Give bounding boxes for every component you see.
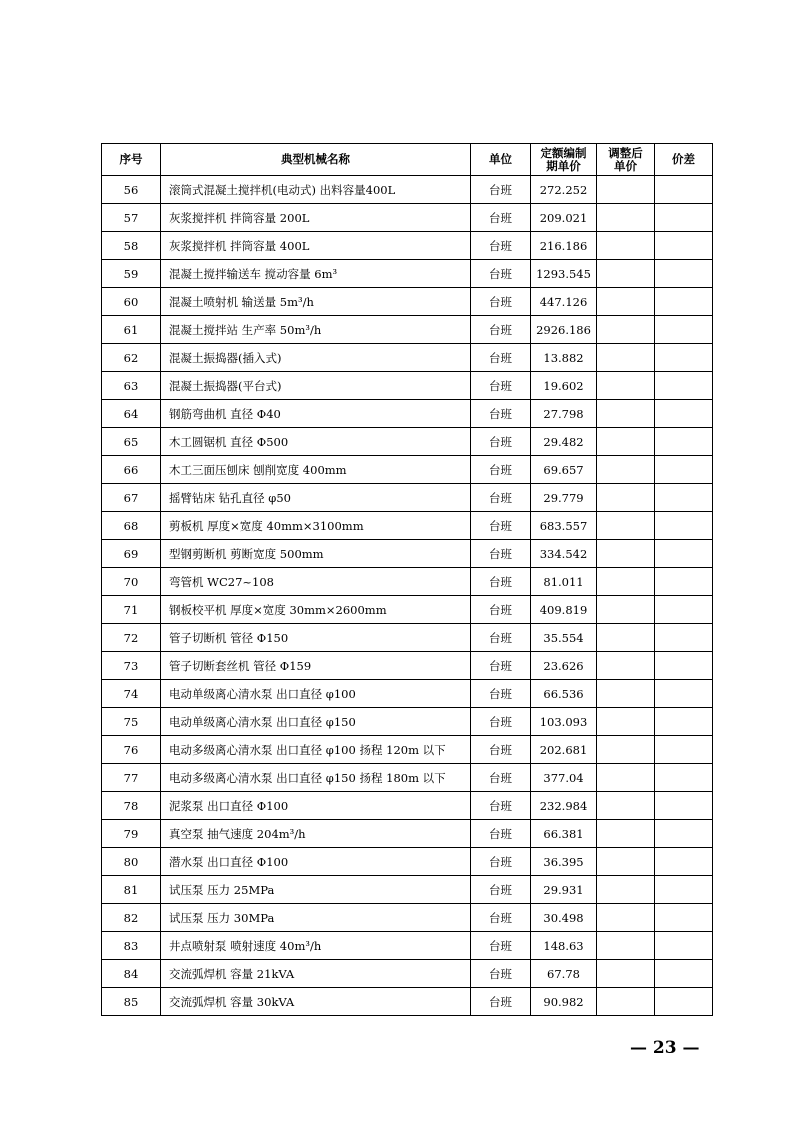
row-unit: 台班 xyxy=(471,960,531,988)
table-row xyxy=(102,848,713,876)
row-unit: 台班 xyxy=(471,176,531,204)
table-row xyxy=(102,624,713,652)
row-adjusted-price xyxy=(597,736,655,764)
row-adjusted-price xyxy=(597,232,655,260)
row-price: 69.657 xyxy=(531,456,597,484)
row-adjusted-price xyxy=(597,652,655,680)
row-diff xyxy=(655,848,713,876)
row-diff xyxy=(655,540,713,568)
row-unit: 台班 xyxy=(471,344,531,372)
row-unit: 台班 xyxy=(471,484,531,512)
row-unit: 台班 xyxy=(471,680,531,708)
row-name: 泥浆泵 出口直径 Φ100 xyxy=(161,792,471,820)
row-no: 69 xyxy=(102,540,161,568)
row-no: 77 xyxy=(102,764,161,792)
row-unit: 台班 xyxy=(471,708,531,736)
row-diff xyxy=(655,316,713,344)
row-price: 29.779 xyxy=(531,484,597,512)
row-adjusted-price xyxy=(597,820,655,848)
row-no: 70 xyxy=(102,568,161,596)
table-row xyxy=(102,820,713,848)
row-price: 148.63 xyxy=(531,932,597,960)
row-unit: 台班 xyxy=(471,456,531,484)
row-adjusted-price xyxy=(597,428,655,456)
row-adjusted-price xyxy=(597,932,655,960)
row-name: 潜水泵 出口直径 Φ100 xyxy=(161,848,471,876)
row-no: 64 xyxy=(102,400,161,428)
row-unit: 台班 xyxy=(471,624,531,652)
row-price: 30.498 xyxy=(531,904,597,932)
row-no: 84 xyxy=(102,960,161,988)
row-unit: 台班 xyxy=(471,736,531,764)
row-diff xyxy=(655,792,713,820)
row-name: 电动单级离心清水泵 出口直径 φ100 xyxy=(161,680,471,708)
row-name: 电动多级离心清水泵 出口直径 φ150 扬程 180m 以下 xyxy=(161,764,471,792)
row-adjusted-price xyxy=(597,456,655,484)
row-unit: 台班 xyxy=(471,820,531,848)
row-name: 滚筒式混凝土搅拌机(电动式) 出料容量400L xyxy=(161,176,471,204)
row-diff xyxy=(655,176,713,204)
row-no: 66 xyxy=(102,456,161,484)
row-no: 78 xyxy=(102,792,161,820)
row-no: 85 xyxy=(102,988,161,1016)
row-diff xyxy=(655,876,713,904)
row-diff xyxy=(655,204,713,232)
table-row xyxy=(102,792,713,820)
table-row xyxy=(102,288,713,316)
header-adj-line1: 调整后 xyxy=(608,145,643,160)
table-row xyxy=(102,876,713,904)
row-diff xyxy=(655,232,713,260)
table-row xyxy=(102,708,713,736)
row-name: 真空泵 抽气速度 204m³/h xyxy=(161,820,471,848)
row-unit: 台班 xyxy=(471,316,531,344)
row-unit: 台班 xyxy=(471,512,531,540)
table-row xyxy=(102,344,713,372)
row-name: 型钢剪断机 剪断宽度 500mm xyxy=(161,540,471,568)
row-no: 82 xyxy=(102,904,161,932)
row-unit: 台班 xyxy=(471,260,531,288)
row-adjusted-price xyxy=(597,848,655,876)
row-adjusted-price xyxy=(597,400,655,428)
header-unit: 单位 xyxy=(471,144,531,176)
row-no: 61 xyxy=(102,316,161,344)
row-name: 井点喷射泵 喷射速度 40m³/h xyxy=(161,932,471,960)
table-row xyxy=(102,904,713,932)
row-no: 68 xyxy=(102,512,161,540)
row-adjusted-price xyxy=(597,596,655,624)
row-price: 216.186 xyxy=(531,232,597,260)
table-row xyxy=(102,736,713,764)
row-diff xyxy=(655,596,713,624)
row-unit: 台班 xyxy=(471,764,531,792)
row-price: 19.602 xyxy=(531,372,597,400)
row-adjusted-price xyxy=(597,288,655,316)
row-name: 木工三面压刨床 刨削宽度 400mm xyxy=(161,456,471,484)
row-no: 63 xyxy=(102,372,161,400)
row-name: 混凝土搅拌站 生产率 50m³/h xyxy=(161,316,471,344)
row-diff xyxy=(655,260,713,288)
row-diff xyxy=(655,764,713,792)
table-row xyxy=(102,232,713,260)
row-name: 管子切断套丝机 管径 Φ159 xyxy=(161,652,471,680)
table-row xyxy=(102,512,713,540)
row-no: 76 xyxy=(102,736,161,764)
row-name: 试压泵 压力 30MPa xyxy=(161,904,471,932)
row-name: 钢板校平机 厚度×宽度 30mm×2600mm xyxy=(161,596,471,624)
row-diff xyxy=(655,708,713,736)
row-price: 683.557 xyxy=(531,512,597,540)
row-no: 59 xyxy=(102,260,161,288)
row-price: 67.78 xyxy=(531,960,597,988)
row-name: 电动多级离心清水泵 出口直径 φ100 扬程 120m 以下 xyxy=(161,736,471,764)
row-unit: 台班 xyxy=(471,932,531,960)
row-unit: 台班 xyxy=(471,792,531,820)
table-row xyxy=(102,764,713,792)
row-adjusted-price xyxy=(597,512,655,540)
row-unit: 台班 xyxy=(471,372,531,400)
header-price-line2: 期单价 xyxy=(546,158,581,173)
row-price: 1293.545 xyxy=(531,260,597,288)
row-diff xyxy=(655,960,713,988)
header-adj-line2: 单价 xyxy=(614,158,637,173)
row-name: 钢筋弯曲机 直径 Φ40 xyxy=(161,400,471,428)
row-no: 72 xyxy=(102,624,161,652)
header-diff: 价差 xyxy=(655,144,713,176)
table-row xyxy=(102,540,713,568)
row-price: 29.482 xyxy=(531,428,597,456)
table-row xyxy=(102,680,713,708)
price-table-sheet xyxy=(101,143,710,1016)
table-row xyxy=(102,568,713,596)
row-price: 103.093 xyxy=(531,708,597,736)
row-name: 混凝土喷射机 输送量 5m³/h xyxy=(161,288,471,316)
row-no: 71 xyxy=(102,596,161,624)
table-row xyxy=(102,652,713,680)
row-price: 409.819 xyxy=(531,596,597,624)
row-diff xyxy=(655,680,713,708)
row-adjusted-price xyxy=(597,372,655,400)
row-name: 交流弧焊机 容量 21kVA xyxy=(161,960,471,988)
row-diff xyxy=(655,736,713,764)
row-adjusted-price xyxy=(597,484,655,512)
row-price: 447.126 xyxy=(531,288,597,316)
row-name: 灰浆搅拌机 拌筒容量 400L xyxy=(161,232,471,260)
row-diff xyxy=(655,652,713,680)
table-row xyxy=(102,372,713,400)
row-diff xyxy=(655,932,713,960)
row-adjusted-price xyxy=(597,176,655,204)
table-row xyxy=(102,596,713,624)
row-price: 272.252 xyxy=(531,176,597,204)
row-adjusted-price xyxy=(597,540,655,568)
table-row xyxy=(102,960,713,988)
row-name: 木工圆锯机 直径 Φ500 xyxy=(161,428,471,456)
row-no: 75 xyxy=(102,708,161,736)
row-name: 电动单级离心清水泵 出口直径 φ150 xyxy=(161,708,471,736)
row-unit: 台班 xyxy=(471,904,531,932)
row-name: 灰浆搅拌机 拌筒容量 200L xyxy=(161,204,471,232)
row-diff xyxy=(655,624,713,652)
row-no: 80 xyxy=(102,848,161,876)
row-adjusted-price xyxy=(597,960,655,988)
table-row xyxy=(102,932,713,960)
table-row xyxy=(102,176,713,204)
table-row xyxy=(102,400,713,428)
row-no: 58 xyxy=(102,232,161,260)
row-adjusted-price xyxy=(597,708,655,736)
row-adjusted-price xyxy=(597,680,655,708)
row-no: 65 xyxy=(102,428,161,456)
row-diff xyxy=(655,512,713,540)
row-adjusted-price xyxy=(597,876,655,904)
row-adjusted-price xyxy=(597,260,655,288)
row-unit: 台班 xyxy=(471,848,531,876)
row-price: 66.536 xyxy=(531,680,597,708)
row-diff xyxy=(655,456,713,484)
row-price: 334.542 xyxy=(531,540,597,568)
row-name: 摇臂钻床 钻孔直径 φ50 xyxy=(161,484,471,512)
row-price: 90.982 xyxy=(531,988,597,1016)
row-name: 弯管机 WC27~108 xyxy=(161,568,471,596)
table-row xyxy=(102,428,713,456)
row-name: 混凝土振捣器(平台式) xyxy=(161,372,471,400)
row-adjusted-price xyxy=(597,904,655,932)
row-diff xyxy=(655,288,713,316)
row-price: 36.395 xyxy=(531,848,597,876)
row-price: 66.381 xyxy=(531,820,597,848)
row-unit: 台班 xyxy=(471,232,531,260)
row-adjusted-price xyxy=(597,624,655,652)
header-price xyxy=(531,144,597,176)
row-price: 232.984 xyxy=(531,792,597,820)
row-unit: 台班 xyxy=(471,988,531,1016)
row-unit: 台班 xyxy=(471,568,531,596)
row-adjusted-price xyxy=(597,988,655,1016)
row-name: 试压泵 压力 25MPa xyxy=(161,876,471,904)
header-no: 序号 xyxy=(102,144,161,176)
row-price: 209.021 xyxy=(531,204,597,232)
row-price: 35.554 xyxy=(531,624,597,652)
row-adjusted-price xyxy=(597,316,655,344)
row-price: 377.04 xyxy=(531,764,597,792)
row-name: 交流弧焊机 容量 30kVA xyxy=(161,988,471,1016)
header-adjusted-price xyxy=(597,144,655,176)
row-no: 57 xyxy=(102,204,161,232)
table-row xyxy=(102,456,713,484)
row-diff xyxy=(655,484,713,512)
page-number: — 23 — xyxy=(630,1038,700,1058)
row-no: 83 xyxy=(102,932,161,960)
table-header-row xyxy=(102,144,713,176)
row-price: 29.931 xyxy=(531,876,597,904)
table-row xyxy=(102,484,713,512)
header-price-line1: 定额编制 xyxy=(540,145,587,160)
row-diff xyxy=(655,568,713,596)
row-no: 81 xyxy=(102,876,161,904)
row-price: 27.798 xyxy=(531,400,597,428)
row-unit: 台班 xyxy=(471,876,531,904)
row-unit: 台班 xyxy=(471,288,531,316)
row-unit: 台班 xyxy=(471,540,531,568)
row-name: 剪板机 厚度×宽度 40mm×3100mm xyxy=(161,512,471,540)
row-diff xyxy=(655,904,713,932)
table-row xyxy=(102,988,713,1016)
row-diff xyxy=(655,400,713,428)
row-price: 202.681 xyxy=(531,736,597,764)
row-no: 73 xyxy=(102,652,161,680)
row-price: 2926.186 xyxy=(531,316,597,344)
row-no: 79 xyxy=(102,820,161,848)
row-adjusted-price xyxy=(597,792,655,820)
row-diff xyxy=(655,344,713,372)
table-body xyxy=(102,176,713,1016)
machinery-price-table xyxy=(101,143,713,1016)
row-name: 混凝土搅拌输送车 搅动容量 6m³ xyxy=(161,260,471,288)
row-no: 56 xyxy=(102,176,161,204)
row-name: 混凝土振捣器(插入式) xyxy=(161,344,471,372)
row-unit: 台班 xyxy=(471,596,531,624)
row-unit: 台班 xyxy=(471,204,531,232)
row-no: 60 xyxy=(102,288,161,316)
row-adjusted-price xyxy=(597,568,655,596)
row-unit: 台班 xyxy=(471,400,531,428)
row-unit: 台班 xyxy=(471,428,531,456)
table-row xyxy=(102,316,713,344)
row-diff xyxy=(655,372,713,400)
table-row xyxy=(102,260,713,288)
row-price: 23.626 xyxy=(531,652,597,680)
row-no: 74 xyxy=(102,680,161,708)
table-row xyxy=(102,204,713,232)
row-adjusted-price xyxy=(597,204,655,232)
header-name: 典型机械名称 xyxy=(161,144,471,176)
row-no: 67 xyxy=(102,484,161,512)
row-unit: 台班 xyxy=(471,652,531,680)
row-diff xyxy=(655,428,713,456)
row-price: 13.882 xyxy=(531,344,597,372)
row-adjusted-price xyxy=(597,764,655,792)
row-name: 管子切断机 管径 Φ150 xyxy=(161,624,471,652)
row-price: 81.011 xyxy=(531,568,597,596)
row-no: 62 xyxy=(102,344,161,372)
row-diff xyxy=(655,988,713,1016)
row-diff xyxy=(655,820,713,848)
row-adjusted-price xyxy=(597,344,655,372)
